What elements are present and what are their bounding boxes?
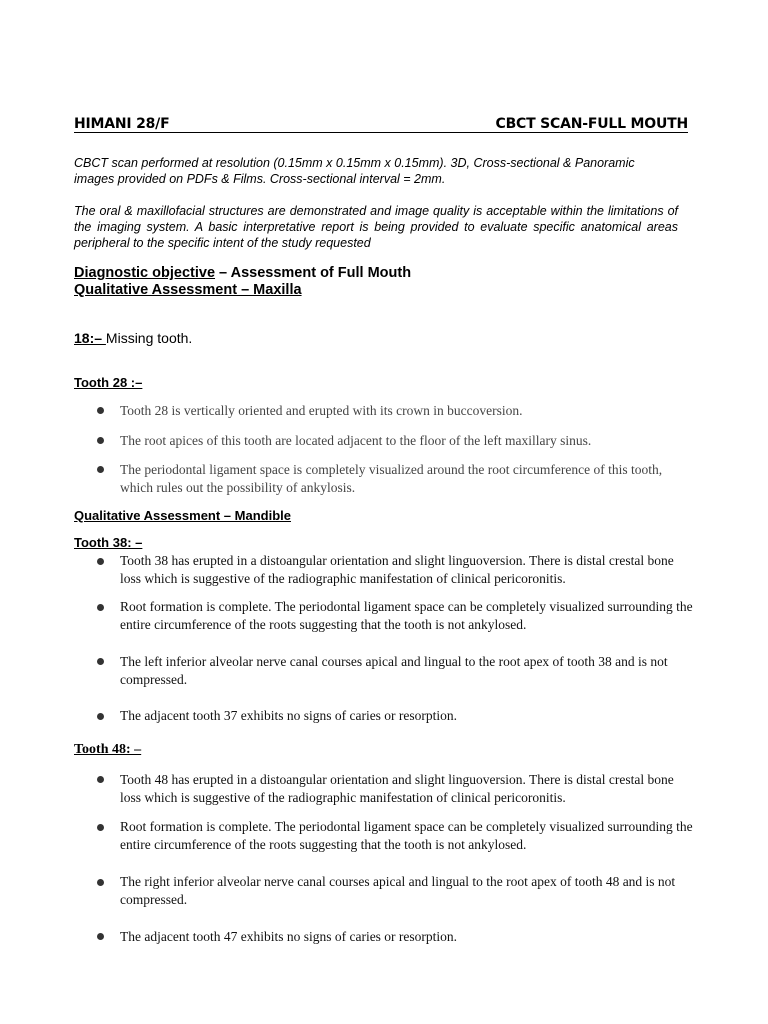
tooth-48-item: The right inferior alveolar nerve canal courses apical and lingual to the root apex of tooth 48 and is not compressed.	[120, 874, 676, 907]
study-title: CBCT SCAN-FULL MOUTH	[495, 116, 688, 132]
tooth-18-line	[74, 330, 192, 346]
tooth-28-item: Tooth 28 is vertically oriented and erupted with its crown in buccoversion.	[120, 403, 523, 418]
tooth-38-item: Root formation is complete. The periodontal ligament space can be completely visualized surrounding the entire circumference of the roots suggesting that the tooth is not ankylosed.	[120, 599, 693, 632]
tooth-48-item: Tooth 48 has erupted in a distoangular orientation and slight linguoversion. There is distal crestal bone loss which is suggestive of the radiographic manifestation of clinical pericoronitis.	[120, 772, 674, 805]
tooth-28-heading: Tooth 28 :–	[74, 375, 143, 390]
diagnostic-objective	[74, 265, 411, 281]
maxilla-heading: Qualitative Assessment – Maxilla	[74, 282, 302, 298]
intro-paragraph-2: The oral & maxillofacial structures are demonstrated and image quality is acceptable within the limitations of the imaging system. A basic interpretative report is being provided to evaluate specific anatomical areas peripheral to the specific intent of the study requested	[74, 204, 678, 250]
tooth-28-item: The root apices of this tooth are located adjacent to the floor of the left maxillary sinus.	[120, 433, 592, 448]
tooth-38-item: Tooth 38 has erupted in a distoangular orientation and slight linguoversion. There is distal crestal bone loss which is suggestive of the radiographic manifestation of clinical pericoronitis.	[120, 553, 674, 586]
bullet	[96, 773, 106, 783]
bullet	[96, 404, 106, 414]
bullet	[96, 463, 106, 473]
tooth-18-text: Missing tooth.	[105, 330, 193, 346]
tooth-18-label: 18:–	[74, 330, 106, 346]
intro-paragraph-1: CBCT scan performed at resolution (0.15mm x 0.15mm x 0.15mm). 3D, Cross-sectional & Panoramic images provided on PDFs & Films. Cross-sectional interval = 2mm.	[74, 156, 635, 186]
bullet	[96, 930, 106, 940]
tooth-48-item: The adjacent tooth 47 exhibits no signs of caries or resorption.	[120, 929, 458, 944]
diagnostic-objective-value: – Assessment of Full Mouth	[215, 265, 412, 281]
patient-name-age: HIMANI 28/F	[74, 116, 170, 132]
header-underline	[74, 132, 688, 133]
tooth-38-item: The adjacent tooth 37 exhibits no signs of caries or resorption.	[120, 708, 458, 723]
bullet	[96, 601, 106, 611]
bullet	[96, 710, 106, 720]
bullet	[96, 434, 106, 444]
bullet	[96, 555, 106, 565]
mandible-heading: Qualitative Assessment – Mandible	[74, 508, 291, 523]
bullet	[96, 655, 106, 665]
tooth-48-item: Root formation is complete. The periodontal ligament space can be completely visualized surrounding the entire circumference of the roots suggesting that the tooth is not ankylosed.	[120, 819, 693, 852]
tooth-38-heading: Tooth 38: –	[74, 535, 143, 550]
bullet	[96, 821, 106, 831]
tooth-28-item: The periodontal ligament space is completely visualized around the root circumference of this tooth, which rules out the possibility of ankylosis.	[120, 462, 663, 495]
tooth-38-item: The left inferior alveolar nerve canal courses apical and lingual to the root apex of tooth 38 and is not compressed.	[120, 654, 668, 687]
tooth-48-heading: Tooth 48: –	[74, 742, 142, 757]
bullet	[96, 876, 106, 886]
diagnostic-objective-label: Diagnostic objective	[74, 265, 216, 281]
